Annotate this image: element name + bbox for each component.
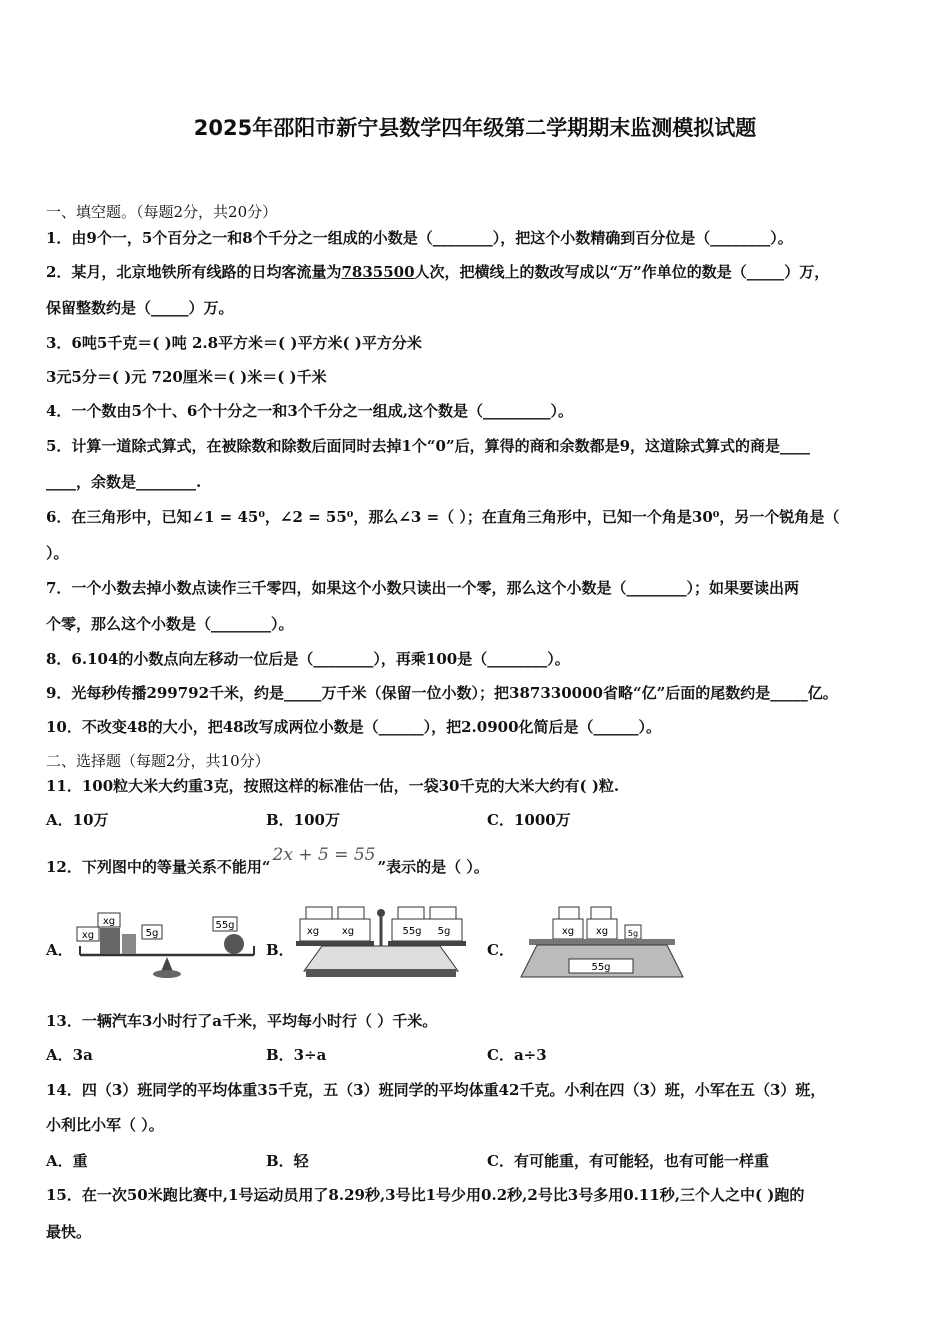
fig-c-xg-label-1: xg [561, 926, 575, 937]
question-9: 9．光每秒传播299792千米，约是_____万千米（保留一位小数）；把387330000省略“亿”后面的尾数约是_____亿。 [46, 684, 838, 702]
question-10: 10．不改变48的大小，把48改写成两位小数是（______），把2.0900化简后是（______）。 [46, 718, 662, 736]
question-7-line2: 个零，那么这个小数是（________）。 [46, 615, 294, 633]
question-2-line2: 保留整数约是（_____）万。 [46, 299, 234, 317]
question-5-line2: ____，余数是________. [46, 473, 202, 491]
question-14-line1: 14．四（3）班同学的平均体重35千克，五（3）班同学的平均体重42千克。小利在四（3）班，小军在五（3）班， [46, 1081, 826, 1099]
question-14-line2: 小利比小军（ ）。 [46, 1116, 164, 1134]
fig-b-5g-label: 5g [437, 926, 451, 937]
fig-c-5g-label: 5g [627, 929, 639, 938]
question-12-equation: 2x + 5 = 55 [272, 845, 376, 865]
question-12-text-pre: 12．下列图中的等量关系不能用“ [46, 858, 271, 876]
fig-a-5g-label: 5g [145, 928, 159, 939]
fig-a-left-xg-label: xg [81, 930, 95, 941]
question-11-option-c: C．1000万 [487, 811, 571, 829]
question-15-line2: 最快。 [46, 1223, 92, 1241]
question-13-option-c: C．a÷3 [487, 1046, 547, 1064]
question-14-option-a: A．重 [46, 1152, 88, 1170]
question-5-line1: 5．计算一道除式算式，在被除数和除数后面同时去掉1个“0”后，算得的商和余数都是9，这道除式算式的商是____ [46, 437, 811, 455]
question-11-option-b: B．100万 [266, 811, 340, 829]
section-fill-in: 一、填空题。（每题2分，共20分） [46, 203, 278, 221]
question-7-line1: 7．一个小数去掉小数点读作三千零四，如果这个小数只读出一个零，那么这个小数是（________）；如果要读出两 [46, 579, 799, 597]
question-14-option-c: C．有可能重，有可能轻，也有可能一样重 [487, 1152, 769, 1170]
question-11: 11．100粒大米大约重3克，按照这样的标准估一估，一袋30千克的大米大约有( )粒. [46, 777, 620, 795]
question-2-line1 [46, 262, 916, 282]
balance-figure-b [292, 903, 468, 985]
fig-c-55g-label: 55g [591, 962, 611, 973]
question-13-option-a: A．3a [46, 1046, 93, 1064]
fig-a-55g-label: 55g [215, 920, 235, 931]
question-12-text-post: ”表示的是（ ）。 [377, 858, 489, 876]
question-6-line1: 6．在三角形中，已知∠1 = 45⁰，∠2 = 55⁰，那么∠3 =（ ）；在直角三角形中，已知一个角是30⁰，另一个锐角是（ [46, 508, 840, 526]
section-choice: 二、选择题（每题2分，共10分） [46, 752, 270, 770]
question-12 [46, 845, 916, 877]
fig-b-55g-label: 55g [402, 926, 422, 937]
question-2-text-pre: 2．某月，北京地铁所有线路的日均客流量为 [46, 263, 342, 281]
exam-title: 2025年邵阳市新宁县数学四年级第二学期期末监测模拟试题 [193, 116, 757, 140]
question-2-text-post: 人次，把横线上的数改写成以“万”作单位的数是（_____）万， [414, 263, 830, 281]
question-6-line2: ）。 [46, 544, 69, 562]
fig-b-xg-label-1: xg [306, 926, 320, 937]
question-12-option-a: A． [46, 941, 73, 959]
question-4: 4．一个数由5个十、6个十分之一和3个千分之一组成,这个数是（_________）。 [46, 402, 573, 420]
question-13: 13．一辆汽车3小时行了a千米，平均每小时行（ ）千米。 [46, 1012, 438, 1030]
question-3-line2: 3元5分＝( )元 720厘米＝( )米＝( )千米 [46, 368, 327, 386]
fig-b-xg-label-2: xg [341, 926, 355, 937]
question-13-option-b: B．3÷a [266, 1046, 327, 1064]
question-3-line1: 3．6吨5千克＝( )吨 2.8平方米＝( )平方米( )平方分米 [46, 334, 422, 352]
balance-figure-a [72, 908, 262, 983]
fig-c-xg-label-2: xg [595, 926, 609, 937]
question-8: 8．6.104的小数点向左移动一位后是（________），再乘100是（________）。 [46, 650, 570, 668]
question-14-option-b: B．轻 [266, 1152, 309, 1170]
balance-figure-c [515, 905, 691, 985]
question-2-number: 7835500 [341, 263, 415, 281]
question-12-option-b: B． [266, 941, 294, 959]
question-1: 1．由9个一，5个百分之一和8个千分之一组成的小数是（________），把这个小数精确到百分位是（________）。 [46, 229, 793, 247]
question-12-option-c: C． [487, 941, 514, 959]
question-15-line1: 15．在一次50米跑比赛中,1号运动员用了8.29秒,3号比1号少用0.2秒,2号比3号多用0.11秒,三个人之中( )跑的 [46, 1186, 805, 1204]
fig-a-top-xg-label: xg [102, 916, 116, 927]
question-11-option-a: A．10万 [46, 811, 109, 829]
